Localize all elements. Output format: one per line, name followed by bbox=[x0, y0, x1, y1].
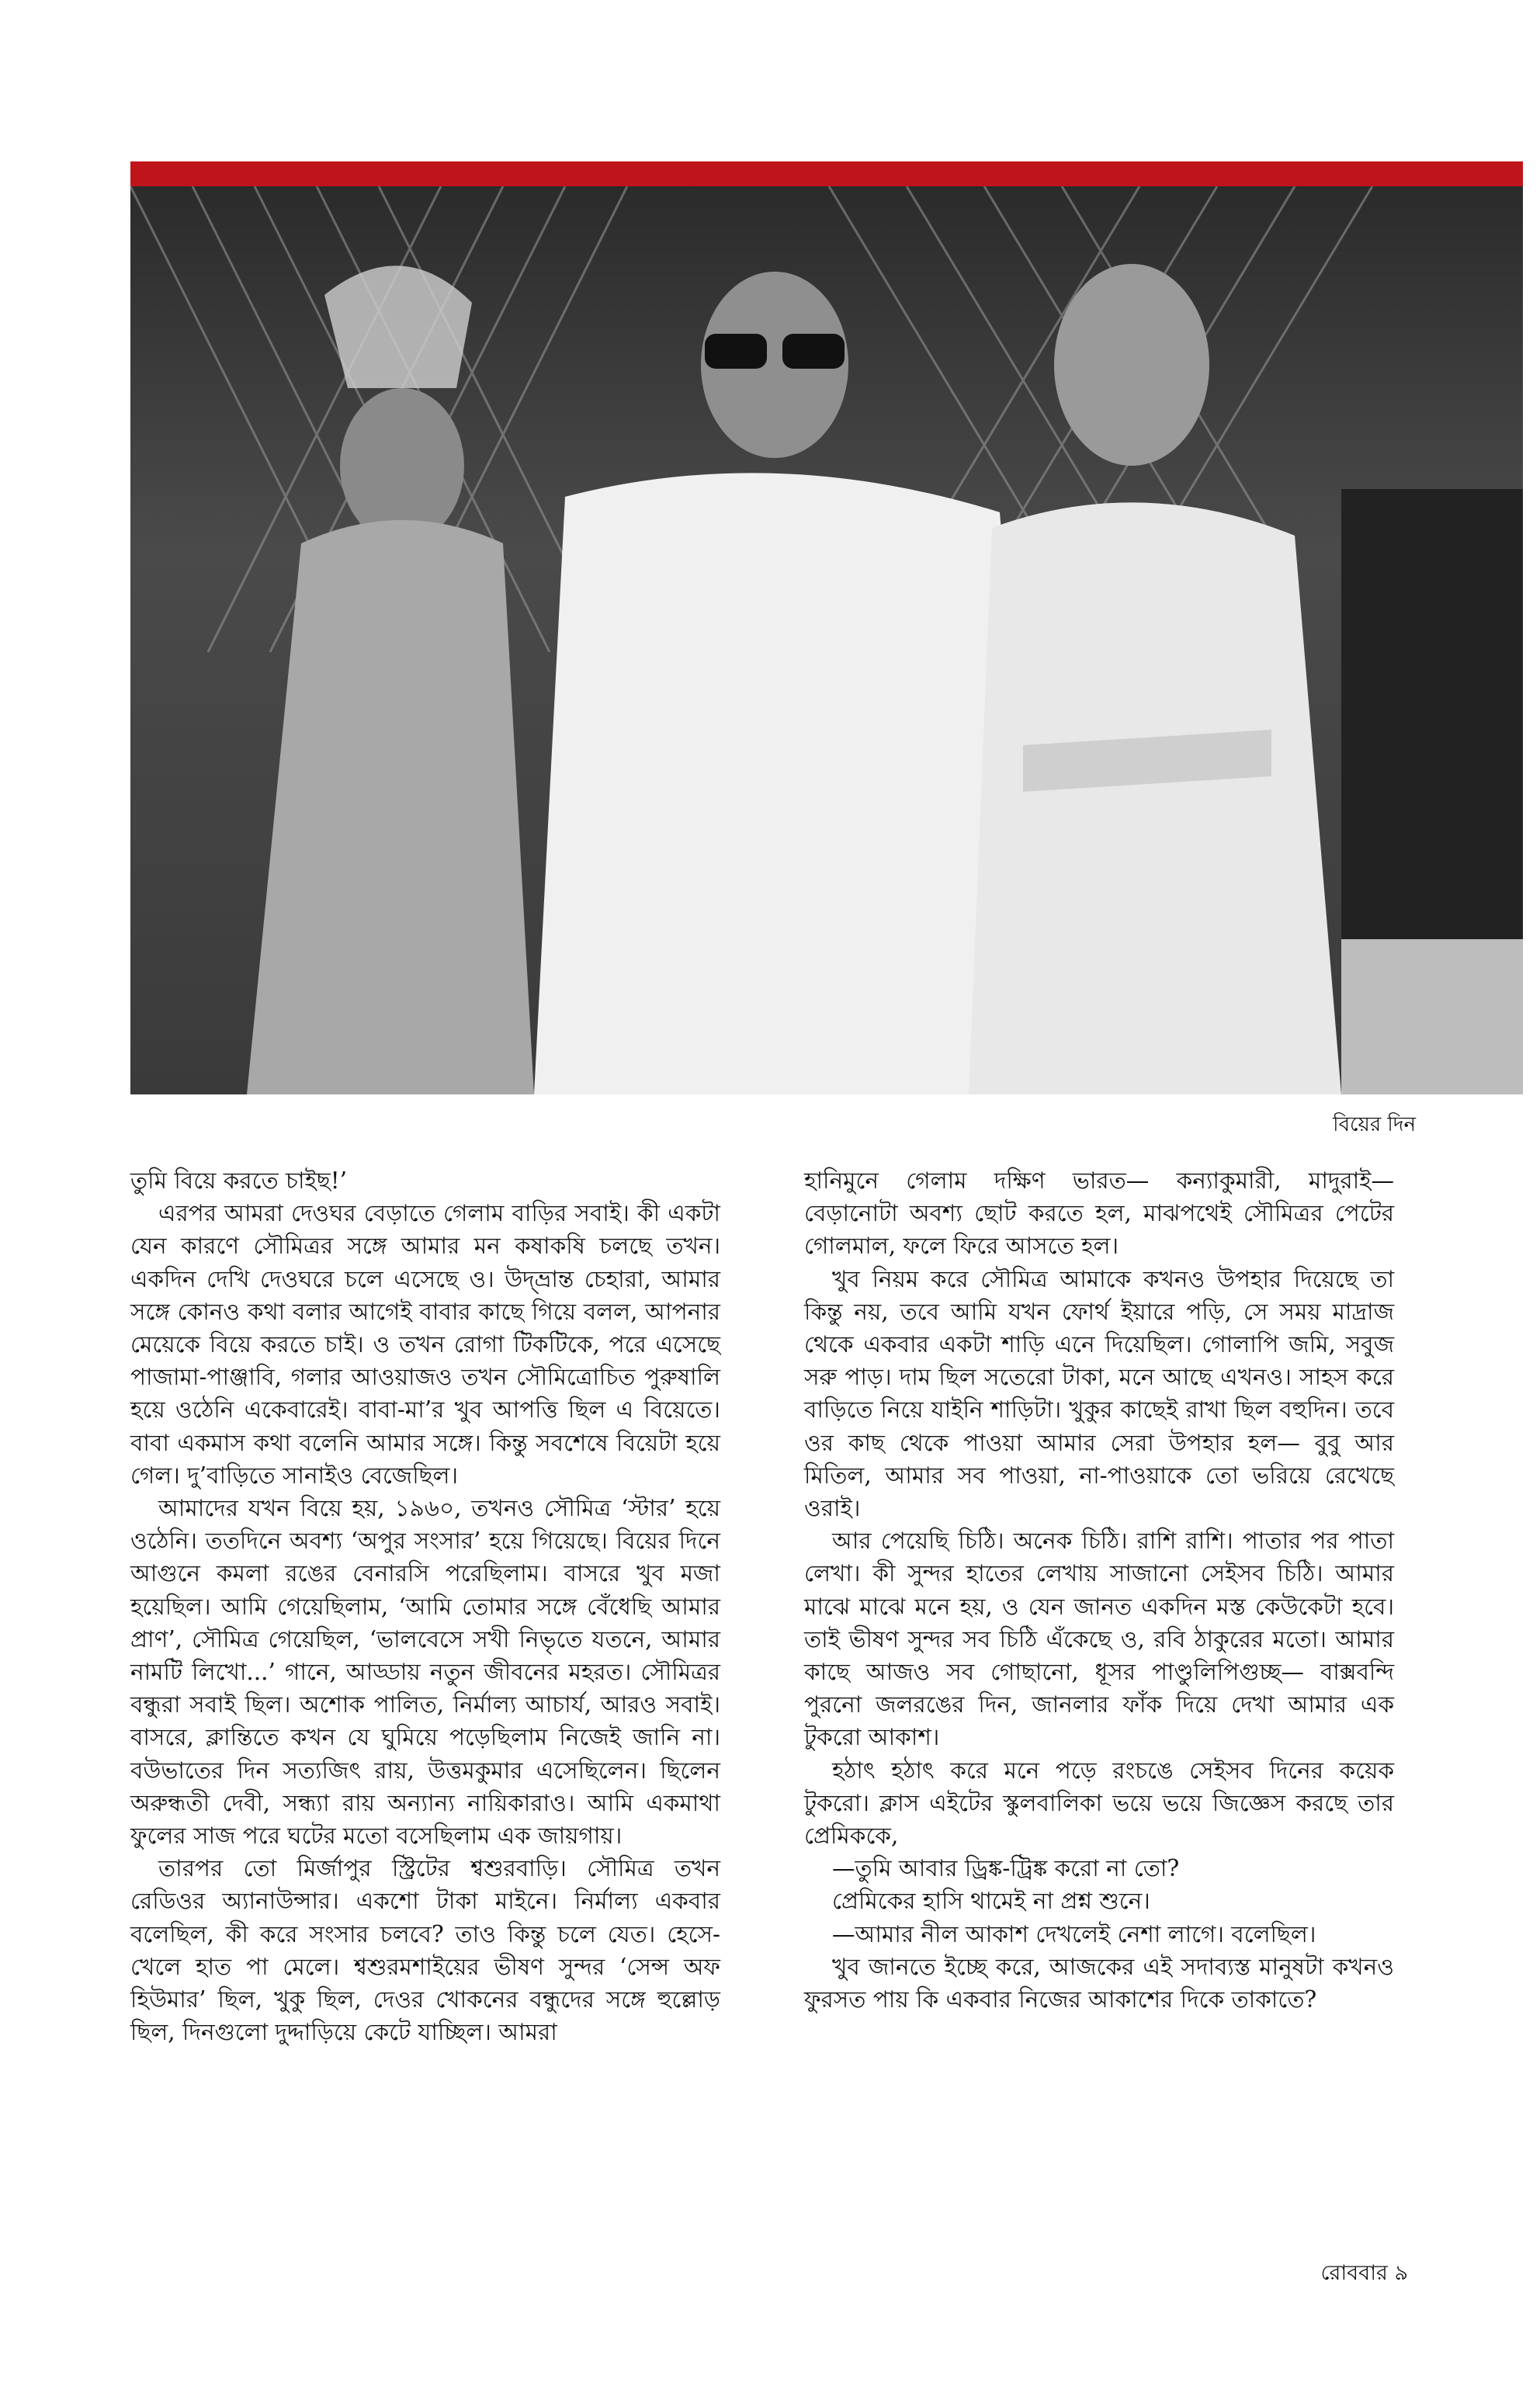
paragraph: তারপর তো মির্জাপুর স্ট্রিটের শ্বশুরবাড়ি। সৌমিত্র তখন রেডিওর অ্যানাউন্সার। একশো টাকা মাইনে। নির্মাল্য একবার বলেছিল, কী করে সংসার চলবে? তাও কিন্তু চলে যেত। হেসে-খেলে হাত পা মেলে। শ্বশুরমশাইয়ের ভীষণ সুন্দর ‘সেন্স অফ হিউমার’ ছিল, খুকু ছিল, দেওর খোকনের বন্ধুদের সঙ্গে হুল্লোড় ছিল, দিনগুলো দুদ্দাড়িয়ে কেটে যাচ্ছিল। আমরা bbox=[130, 1855, 720, 2046]
paragraph: খুব নিয়ম করে সৌমিত্র আমাকে কখনও উপহার দিয়েছে তা কিন্তু নয়, তবে আমি যখন ফোর্থ ইয়ারে পড়ি, সে সময় মাদ্রাজ থেকে একবার একটা শাড়ি এনে দিয়েছিল। গোলাপি জমি, সবুজ সরু পাড়। দাম ছিল সতেরো টাকা, মনে আছে এখনও। সাহস করে বাড়িতে নিয়ে যাইনি শাড়িটা। খুকুর কাছেই রাখা ছিল বহুদিন। তবে ওর কাছ থেকে পাওয়া আমার সেরা উপহার হল— বুবু আর মিতিল, আমার সব পাওয়া, না-পাওয়াকে তো ভরিয়ে রেখেছে ওরাই। bbox=[804, 1265, 1394, 1522]
dialogue-line: —তুমি আবার ড্রিঙ্ক-ট্রিঙ্ক করো না তো? bbox=[832, 1855, 1180, 1882]
right-column bbox=[804, 1164, 1394, 2016]
paragraph: তুমি বিয়ে করতে চাইছ!’ bbox=[130, 1167, 347, 1194]
wedding-photo-illustration bbox=[130, 186, 1523, 1094]
paragraph: এরপর আমরা দেওঘর বেড়াতে গেলাম বাড়ির সবাই। কী একটা যেন কারণে সৌমিত্রর সঙ্গে আমার মন কষাকষি চলছে তখন। একদিন দেখি দেওঘরে চলে এসেছে ও। উদ্‌ভ্রান্ত চেহারা, আমার সঙ্গে কোনও কথা বলার আগেই বাবার কাছে গিয়ে বলল, আপনার মেয়েকে বিয়ে করতে চাই। ও তখন রোগা টিকটিকে, পরে এসেছে পাজামা-পাঞ্জাবি, গলার আওয়াজও তখন সৌমিত্রোচিত পুরুষালি হয়ে ওঠেনি একেবারেই। বাবা-মা’র খুব আপত্তি ছিল এ বিয়েতে। বাবা একমাস কথা বলেনি আমার সঙ্গে। কিন্তু সবশেষে বিয়েটা হয়ে গেল। দু’বাড়িতে সানাইও বেজেছিল। bbox=[130, 1200, 720, 1489]
left-column bbox=[130, 1164, 720, 2048]
paragraph: হানিমুনে গেলাম দক্ষিণ ভারত— কন্যাকুমারী, মাদুরাই— বেড়ানোটা অবশ্য ছোট করতে হল, মাঝপথেই সৌমিত্রর পেটের গোলমাল, ফলে ফিরে আসতে হল। bbox=[804, 1167, 1394, 1260]
photo-caption: বিয়ের দিন bbox=[1333, 1113, 1416, 1136]
paragraph: আর পেয়েছি চিঠি। অনেক চিঠি। রাশি রাশি। পাতার পর পাতা লেখা। কী সুন্দর হাতের লেখায় সাজানো সেইসব চিঠি। আমার মাঝে মাঝে মনে হয়, ও যেন জানত একদিন মস্ত কেউকেটা হবে। তাই ভীষণ সুন্দর সব চিঠি এঁকেছে ও, রবি ঠাকুরের মতো। আমার কাছে আজও সব গোছানো, ধূসর পাণ্ডুলিপিগুচ্ছ— বাক্সবন্দি পুরনো জলরঙের দিন, জানলার ফাঁক দিয়ে দেখা আমার এক টুকরো আকাশ। bbox=[804, 1528, 1394, 1751]
dialogue-line: —আমার নীল আকাশ দেখলেই নেশা লাগে। বলেছিল। bbox=[832, 1920, 1316, 1947]
wedding-photo bbox=[130, 186, 1523, 1094]
page-footer: রোববার ৯ bbox=[1320, 2261, 1408, 2285]
dialogue-line: প্রেমিকের হাসি থামেই না প্রশ্ন শুনে। bbox=[832, 1888, 1150, 1915]
paragraph: খুব জানতে ইচ্ছে করে, আজকের এই সদাব্যস্ত মানুষটা কখনও ফুরসত পায় কি একবার নিজের আকাশের দিকে তাকাতে? bbox=[804, 1953, 1394, 2013]
paragraph: আমাদের যখন বিয়ে হয়, ১৯৬০, তখনও সৌমিত্র ‘স্টার’ হয়ে ওঠেনি। ততদিনে অবশ্য ‘অপুর সংসার’ হয়ে গিয়েছে। বিয়ের দিনে আগুনে কমলা রঙের বেনারসি পরেছিলাম। বাসরে খুব মজা হয়েছিল। আমি গেয়েছিলাম, ‘আমি তোমার সঙ্গে বেঁধেছি আমার প্রাণ’, সৌমিত্র গেয়েছিল, ‘ভালবেসে সখী নিভৃতে যতনে, আমার নামটি লিখো...’ গানে, আড্ডায় নতুন জীবনের মহরত। সৌমিত্রর বন্ধুরা সবাই ছিল। অশোক পালিত, নির্মাল্য আচার্য, আরও সবাই। বাসরে, ক্লান্তিতে কখন যে ঘুমিয়ে পড়েছিলাম নিজেই জানি না। বউভাতের দিন সত্যজিৎ রায়, উত্তমকুমার এসেছিলেন। ছিলেন অরুন্ধতী দেবী, সন্ধ্যা রায় অন্যান্য নায়িকারাও। আমি একমাথা ফুলের সাজ পরে ঘটের মতো বসেছিলাম এক জায়গায়। bbox=[130, 1495, 720, 1850]
top-red-bar bbox=[130, 161, 1523, 186]
paragraph: হঠাৎ হঠাৎ করে মনে পড়ে রংচঙে সেইসব দিনের কয়েক টুকরো। ক্লাস এইটের স্কুলবালিকা ভয়ে ভয়ে জিজ্ঞেস করছে তার প্রেমিককে, bbox=[804, 1757, 1394, 1850]
